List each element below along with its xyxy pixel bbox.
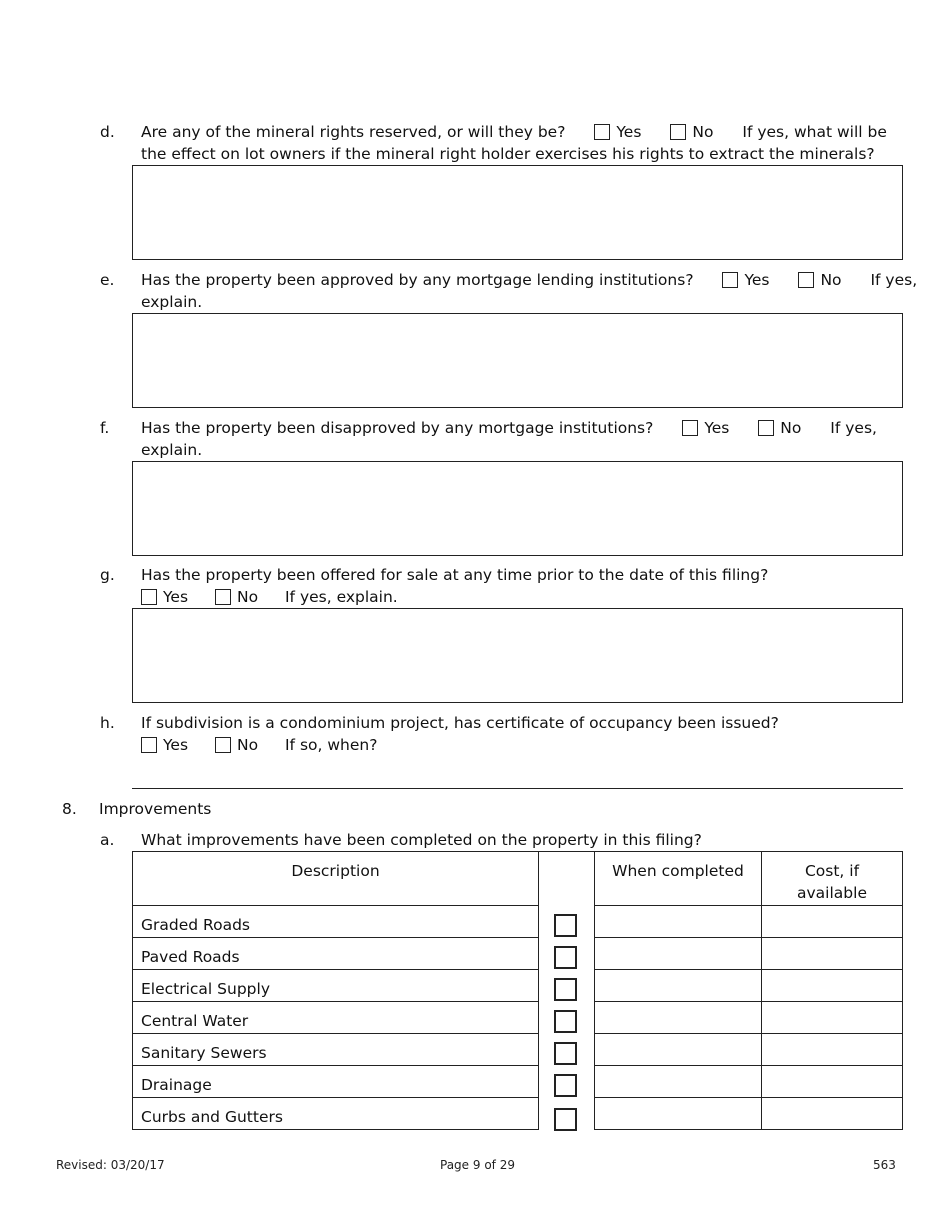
- question-e-followup: If yes,: [870, 271, 918, 289]
- question-f-no-checkbox[interactable]: [758, 420, 774, 436]
- row-cost-cell[interactable]: [761, 1001, 903, 1034]
- row-cost-cell[interactable]: [761, 969, 903, 1002]
- row-checkbox[interactable]: [554, 978, 577, 1001]
- row-when-completed-cell[interactable]: [594, 905, 762, 938]
- question-g-text: Has the property been offered for sale at any time prior to the date of this filing?: [141, 566, 769, 584]
- question-e-yes-label: Yes: [744, 271, 770, 289]
- header-when-completed: When completed: [612, 862, 744, 880]
- row-checkbox[interactable]: [554, 1010, 577, 1033]
- row-label: Paved Roads: [141, 948, 240, 966]
- question-d-yes-checkbox[interactable]: [594, 124, 610, 140]
- question-f-letter: f.: [100, 419, 110, 437]
- question-e: [141, 271, 917, 289]
- question-h-no-checkbox[interactable]: [215, 737, 231, 753]
- question-f: [141, 419, 877, 437]
- footer-page-number: Page 9 of 29: [440, 1158, 515, 1172]
- question-h-yes-label: Yes: [163, 736, 189, 754]
- question-h-yes-checkbox[interactable]: [141, 737, 157, 753]
- question-f-text: Has the property been disapproved by any mortgage institutions?: [141, 419, 654, 437]
- row-checkbox[interactable]: [554, 914, 577, 937]
- row-cost-cell[interactable]: [761, 1033, 903, 1066]
- row-label: Graded Roads: [141, 916, 250, 934]
- question-f-yes-label: Yes: [704, 419, 730, 437]
- question-g-yes-label: Yes: [163, 588, 189, 606]
- question-g-letter: g.: [100, 566, 115, 584]
- row-cost-cell[interactable]: [761, 1097, 903, 1130]
- question-e-letter: e.: [100, 271, 115, 289]
- footer-revised-date: Revised: 03/20/17: [56, 1158, 165, 1172]
- question-f-no-label: No: [780, 419, 802, 437]
- question-h-followup: If so, when?: [284, 736, 378, 754]
- row-when-completed-cell[interactable]: [594, 1065, 762, 1098]
- question-e-text: Has the property been approved by any mortgage lending institutions?: [141, 271, 694, 289]
- question-d-followup: If yes, what will be: [742, 123, 887, 141]
- question-g-answer-box[interactable]: [132, 608, 903, 703]
- question-g-followup: If yes, explain.: [284, 588, 398, 606]
- question-d-no-checkbox[interactable]: [670, 124, 686, 140]
- row-cost-cell[interactable]: [761, 937, 903, 970]
- question-h-text: If subdivision is a condominium project, has certificate of occupancy been issued?: [141, 714, 779, 732]
- row-when-completed-cell[interactable]: [594, 969, 762, 1002]
- section-8-number: 8.: [62, 800, 77, 818]
- question-g-no-label: No: [236, 588, 259, 606]
- row-cost-cell[interactable]: [761, 905, 903, 938]
- row-label: Sanitary Sewers: [141, 1044, 267, 1062]
- row-when-completed-cell[interactable]: [594, 1097, 762, 1130]
- row-label: Curbs and Gutters: [141, 1108, 283, 1126]
- question-e-answer-box[interactable]: [132, 313, 903, 408]
- question-f-yes-checkbox[interactable]: [682, 420, 698, 436]
- header-description: Description: [291, 862, 380, 880]
- question-g-options: [141, 588, 398, 606]
- question-d-letter: d.: [100, 123, 115, 141]
- question-f-line2: explain.: [141, 441, 203, 459]
- question-e-line2: explain.: [141, 293, 203, 311]
- question-8a-text: What improvements have been completed on the property in this filing?: [141, 831, 702, 849]
- question-e-no-checkbox[interactable]: [798, 272, 814, 288]
- row-label: Central Water: [141, 1012, 249, 1030]
- question-d-line2: the effect on lot owners if the mineral right holder exercises his rights to extract the minerals?: [141, 145, 875, 163]
- question-e-yes-checkbox[interactable]: [722, 272, 738, 288]
- row-checkbox[interactable]: [554, 1108, 577, 1131]
- footer-form-number: 563: [873, 1158, 896, 1172]
- question-h-no-label: No: [236, 736, 259, 754]
- row-when-completed-cell[interactable]: [594, 937, 762, 970]
- question-8a-letter: a.: [100, 831, 115, 849]
- question-d: [141, 123, 887, 141]
- question-g-yes-checkbox[interactable]: [141, 589, 157, 605]
- question-h-options: [141, 736, 377, 754]
- question-g-no-checkbox[interactable]: [215, 589, 231, 605]
- question-h-answer-line[interactable]: [132, 788, 903, 789]
- question-d-no-label: No: [692, 123, 714, 141]
- question-f-answer-box[interactable]: [132, 461, 903, 556]
- question-d-yes-label: Yes: [616, 123, 642, 141]
- question-d-text: Are any of the mineral rights reserved, or will they be?: [141, 123, 566, 141]
- row-when-completed-cell[interactable]: [594, 1033, 762, 1066]
- row-label: Electrical Supply: [141, 980, 270, 998]
- question-d-answer-box[interactable]: [132, 165, 903, 260]
- header-cost-line2: available: [797, 884, 867, 902]
- question-f-followup: If yes,: [830, 419, 877, 437]
- question-e-no-label: No: [820, 271, 842, 289]
- header-cost-line1: Cost, if: [804, 862, 860, 880]
- row-checkbox[interactable]: [554, 946, 577, 969]
- row-checkbox[interactable]: [554, 1074, 577, 1097]
- row-checkbox[interactable]: [554, 1042, 577, 1065]
- section-8-title: Improvements: [99, 800, 212, 818]
- row-when-completed-cell[interactable]: [594, 1001, 762, 1034]
- question-h-letter: h.: [100, 714, 115, 732]
- row-label: Drainage: [141, 1076, 212, 1094]
- row-cost-cell[interactable]: [761, 1065, 903, 1098]
